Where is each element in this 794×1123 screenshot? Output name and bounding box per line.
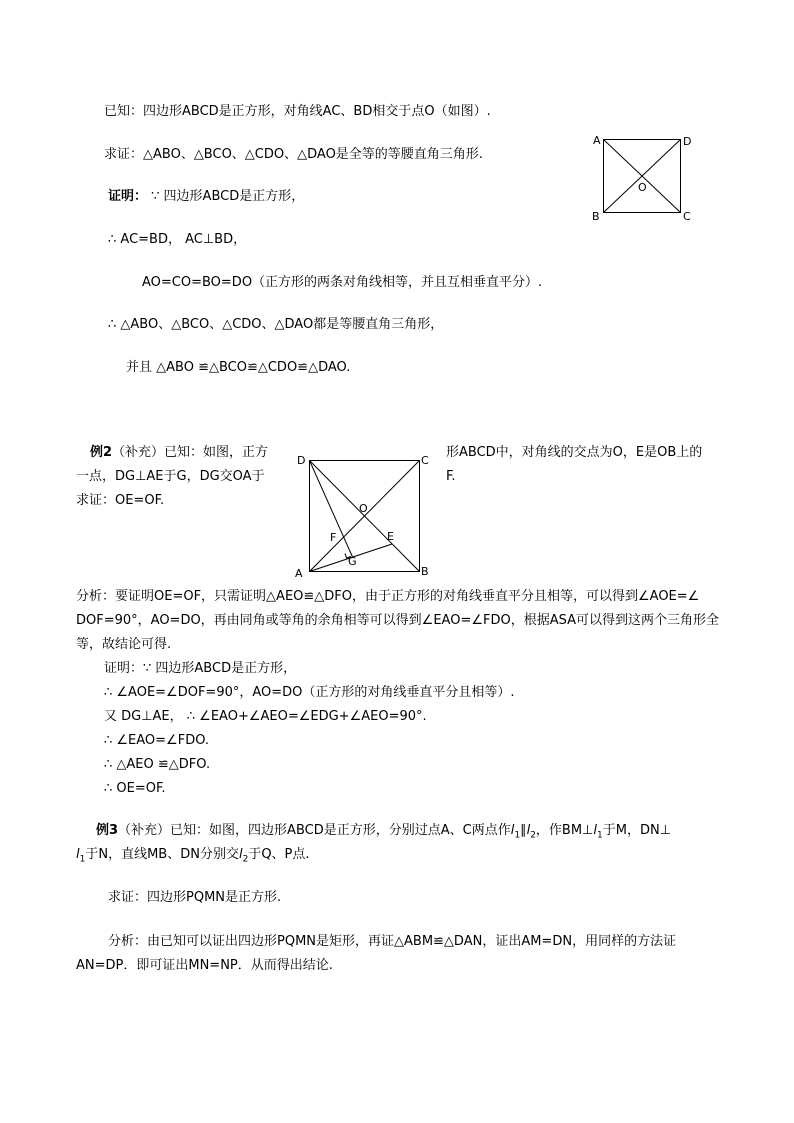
proof-step-3: ∴ △ABO、△BCO、△CDO、△DAO都是等腰直角三角形，	[108, 317, 444, 332]
example2-prove: 求证：OE=OF.	[76, 493, 165, 508]
parallel-symbol: ∥	[520, 823, 527, 838]
example2-line1-right: 形ABCD中，对角线的交点为O，E是OB上的	[446, 445, 703, 460]
example2-proof-1: 证明：∵ 四边形ABCD是正方形，	[104, 661, 297, 676]
label-a: A	[295, 567, 303, 580]
label-a: A	[593, 134, 601, 147]
label-b: B	[421, 565, 429, 578]
line-l2-subscript: 2	[530, 830, 536, 841]
example2-line1-left: （补充）已知：如图，正方	[112, 445, 269, 460]
example3-analysis-1: 分析：由已知可以证出四边形PQMN是矩形，再证△ABM≌△DAN，证出AM=DN，用同样的方法证	[108, 934, 677, 949]
line-l1-subscript: 1	[597, 830, 603, 841]
example3-line2-a: 于N，直线MB、DN分别交	[85, 847, 239, 862]
example3-line1-b: ，作BM⊥	[535, 823, 594, 838]
example2-line2-right: F.	[446, 469, 456, 484]
example2-proof-3: 又 DG⊥AE， ∴ ∠EAO+∠AEO=∠EDG+∠AEO=90°.	[104, 709, 427, 724]
example3-line1	[96, 822, 671, 845]
square-diagram-2	[288, 448, 436, 580]
line-l1: l	[593, 823, 598, 838]
line-l2-subscript: 2	[242, 854, 249, 865]
example2-proof-4: ∴ ∠EAO=∠FDO.	[104, 733, 210, 748]
line-l2: l	[238, 847, 243, 862]
example2-proof-2: ∴ ∠AOE=∠DOF=90°，AO=DO（正方形的对角线垂直平分且相等）.	[104, 685, 515, 700]
label-e: E	[387, 530, 394, 543]
label-b: B	[592, 210, 600, 223]
line-l1-subscript: 1	[79, 854, 86, 865]
analysis-line-2: DOF=90°，AO=DO，再由同角或等角的余角相等可以得到∠EAO=∠FDO，根据ASA可以得到这两个三角形全	[76, 613, 719, 628]
example3-line1-a: （补充）已知：如图，四边形ABCD是正方形，分别过点A、C两点作	[118, 823, 511, 838]
label-o: O	[359, 502, 368, 515]
label-c: C	[421, 454, 429, 467]
label-d: D	[297, 454, 306, 467]
example3-analysis-2: AN=DP．即可证出MN=NP．从而得出结论.	[76, 958, 333, 973]
example3-prove: 求证：四边形PQMN是正方形.	[108, 890, 282, 905]
proof-step-2: AO=CO=BO=DO（正方形的两条对角线相等，并且互相垂直平分）.	[142, 275, 543, 290]
example3-title: 例3	[96, 823, 119, 838]
square-diagram-1	[585, 128, 700, 228]
proof-label: 证明：	[108, 189, 148, 204]
line-l1-subscript: 1	[514, 830, 521, 841]
example2-line1	[90, 444, 268, 462]
line-l2: l	[526, 823, 531, 838]
label-o: O	[638, 181, 647, 194]
label-c: C	[683, 210, 691, 223]
analysis-line-1: 分析：要证明OE=OF，只需证明△AEO≌△DFO，由于正方形的对角线垂直平分且相等，可以得到∠AOE=∠	[76, 589, 700, 604]
label-g: G	[348, 555, 357, 568]
label-d: D	[683, 135, 692, 148]
line-l1: l	[76, 847, 80, 862]
example2-title: 例2	[90, 445, 113, 460]
example3-line2	[76, 846, 310, 869]
example3-line1-c: 于M，DN⊥	[602, 823, 672, 838]
label-f: F	[330, 531, 337, 544]
given-text: 已知：四边形ABCD是正方形，对角线AC、BD相交于点O（如图）.	[104, 104, 491, 119]
example2-proof-5: ∴ △AEO ≌△DFO.	[104, 757, 211, 772]
proof-step-4: 并且 △ABO ≌△BCO≌△CDO≌△DAO.	[126, 360, 351, 375]
example2-line2-left: 一点，DG⊥AE于G，DG交OA于	[76, 469, 265, 484]
proof-line	[108, 188, 304, 206]
prove-text: 求证：△ABO、△BCO、△CDO、△DAO是全等的等腰直角三角形.	[104, 147, 483, 162]
proof-premise: ∵ 四边形ABCD是正方形，	[151, 189, 305, 204]
proof-step-1: ∴ AC=BD， AC⊥BD，	[108, 232, 247, 247]
example3-line2-b: 于Q、P点.	[248, 847, 310, 862]
analysis-line-3: 等，故结论可得.	[76, 637, 172, 652]
line-l1: l	[510, 823, 515, 838]
example2-proof-6: ∴ OE=OF.	[104, 781, 166, 796]
